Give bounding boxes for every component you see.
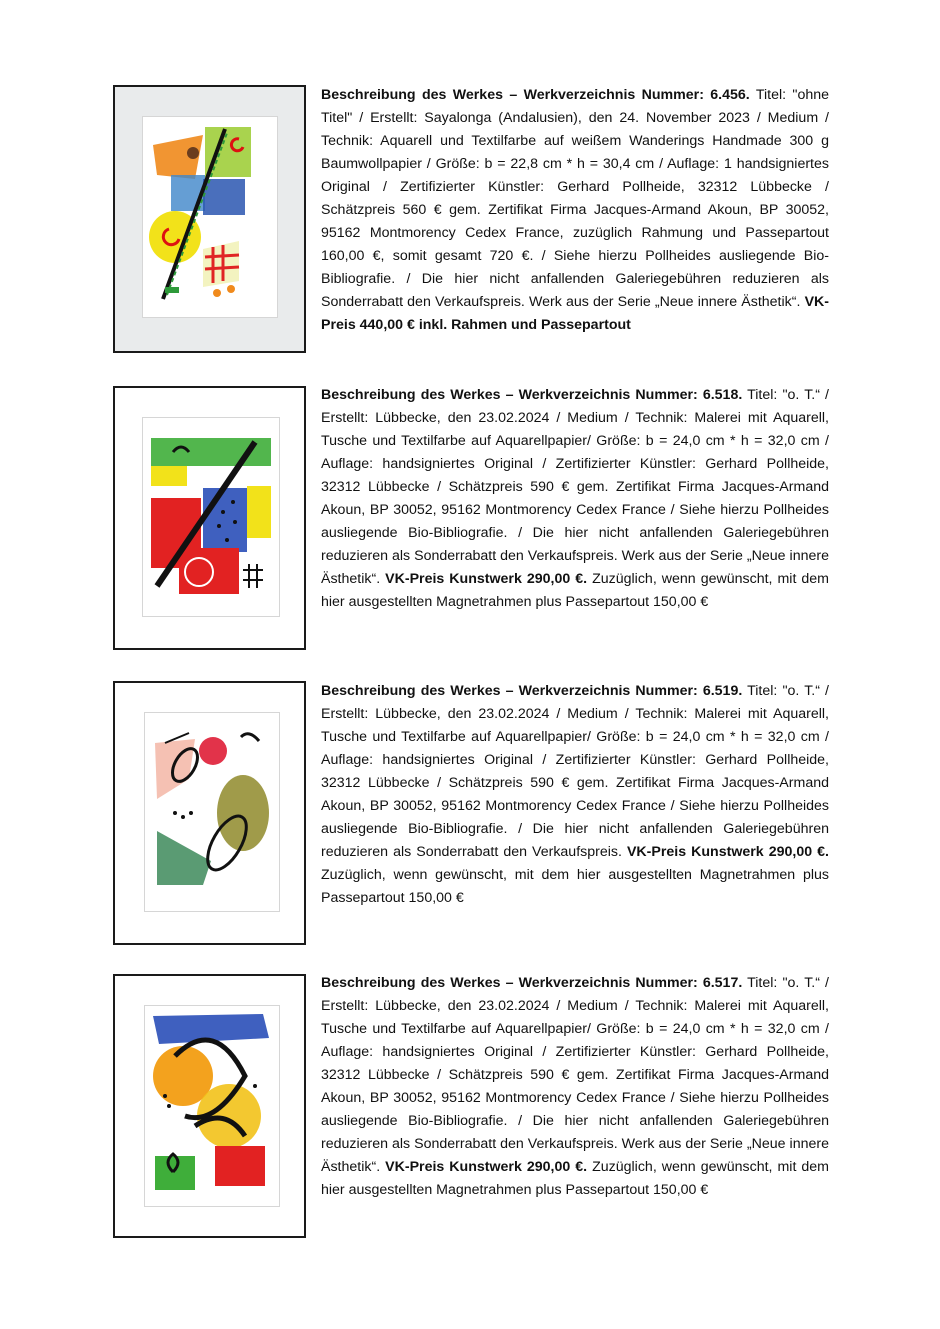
artwork-heading: Beschreibung des Werkes – Werkverzeichnis Nummer: 6.519. bbox=[321, 683, 743, 699]
artwork-price: VK-Preis 440,00 € inkl. Rahmen und Passepartout bbox=[321, 294, 829, 333]
framed-artwork-image bbox=[113, 681, 306, 945]
artwork-description bbox=[321, 384, 829, 614]
framed-artwork-image bbox=[113, 85, 306, 353]
artwork-description bbox=[321, 680, 829, 910]
artwork-details: Titel: "ohne Titel" / Erstellt: Sayalonga (Andalusien), den 24. November 2023 / Medium / Technik: Aquarell und Textilfarbe auf weißem Wanderings Handmade 300 g Baumwollpapier / Größe: b = 22,8 cm * h = 30,4 cm / Auflage: 1 handsigniertes Original / Zertifizierter Künstler: Gerhard Pollheide, 32312 Lübbecke / Schätzpreis 560 € gem. Zertifikat Firma Jacques-Armand Akoun, BP 30052, 95162 Montmorency Cedex France, zuzüglich Rahmung und Passepartout 160,00 €, somit gesamt 720 €. / Siehe hierzu Pollheides ausliegende Bio-Bibliografie. / Die hier nicht anfallenden Galeriegebühren reduzieren als Sonderrabatt den Verkaufspreis. Werk aus der Serie „Neue innere Ästhetik“. bbox=[321, 87, 830, 310]
artwork-price: VK-Preis Kunstwerk 290,00 €. bbox=[626, 844, 829, 860]
artwork-price: VK-Preis Kunstwerk 290,00 €. bbox=[385, 571, 588, 587]
artwork-details: Titel: "o. T.“ / Erstellt: Lübbecke, den 23.02.2024 / Medium / Technik: Malerei mit Aquarell, Tusche und Textilfarbe auf Aquarellpapier/ Größe: b = 24,0 cm * h = 32,0 cm / Auflage: handsigniertes Original / Zertifizierter Künstler: Gerhard Pollheide, 32312 Lübbecke / Schätzpreis 590 € gem. Zertifikat Firma Jacques-Armand Akoun, BP 30052, 95162 Montmorency Cedex France / Siehe hierzu Pollheides ausliegende Bio-Bibliografie. / Die hier nicht anfallenden Galeriegebühren reduzieren als Sonderrabatt den Verkaufspreis. bbox=[321, 683, 830, 860]
artwork-heading: Beschreibung des Werkes – Werkverzeichnis Nummer: 6.456. bbox=[321, 87, 750, 103]
artwork-description bbox=[321, 84, 829, 337]
artwork-painting bbox=[145, 1006, 279, 1206]
artwork-details: Titel: "o. T.“ / Erstellt: Lübbecke, den 23.02.2024 / Medium / Technik: Malerei mit Aquarell, Tusche und Textilfarbe auf Aquarellpapier/ Größe: b = 24,0 cm * h = 32,0 cm / Auflage: handsigniertes Original / Zertifizierter Künstler: Gerhard Pollheide, 32312 Lübbecke / Schätzpreis 590 € gem. Zertifikat Firma Jacques-Armand Akoun, BP 30052, 95162 Montmorency Cedex France / Siehe hierzu Pollheides ausliegende Bio-Bibliografie. / Die hier nicht anfallenden Galeriegebühren reduzieren als Sonderrabatt den Verkaufspreis. Werk aus der Serie „Neue innere Ästhetik“. bbox=[321, 387, 830, 587]
artwork-description bbox=[321, 972, 829, 1202]
artwork-details: Titel: "o. T.“ / Erstellt: Lübbecke, den 23.02.2024 / Medium / Technik: Malerei mit Aquarell, Tusche und Textilfarbe auf Aquarellpapier/ Größe: b = 24,0 cm * h = 32,0 cm / Auflage: handsigniertes Original / Zertifizierter Künstler: Gerhard Pollheide, 32312 Lübbecke / Schätzpreis 590 € gem. Zertifikat Firma Jacques-Armand Akoun, BP 30052, 95162 Montmorency Cedex France / Siehe hierzu Pollheides ausliegende Bio-Bibliografie. / Die hier nicht anfallenden Galeriegebühren reduzieren als Sonderrabatt den Verkaufspreis. Werk aus der Serie „Neue innere Ästhetik“. bbox=[321, 975, 830, 1175]
artwork-painting bbox=[143, 117, 277, 317]
artwork-extra: Zuzüglich, wenn gewünscht, mit dem hier ausgestellten Magnetrahmen plus Passepartout 150,00 € bbox=[321, 1159, 829, 1198]
artwork-heading: Beschreibung des Werkes – Werkverzeichnis Nummer: 6.518. bbox=[321, 387, 743, 403]
framed-artwork-image bbox=[113, 386, 306, 650]
artwork-painting bbox=[143, 418, 279, 616]
artwork-painting bbox=[145, 713, 279, 911]
artwork-extra: Zuzüglich, wenn gewünscht, mit dem hier ausgestellten Magnetrahmen plus Passepartout 150,00 € bbox=[321, 867, 829, 906]
artwork-heading: Beschreibung des Werkes – Werkverzeichnis Nummer: 6.517. bbox=[321, 975, 743, 991]
framed-artwork-image bbox=[113, 974, 306, 1238]
artwork-extra: Zuzüglich, wenn gewünscht, mit dem hier ausgestellten Magnetrahmen plus Passepartout 150,00 € bbox=[321, 571, 829, 610]
artwork-price: VK-Preis Kunstwerk 290,00 €. bbox=[385, 1159, 588, 1175]
